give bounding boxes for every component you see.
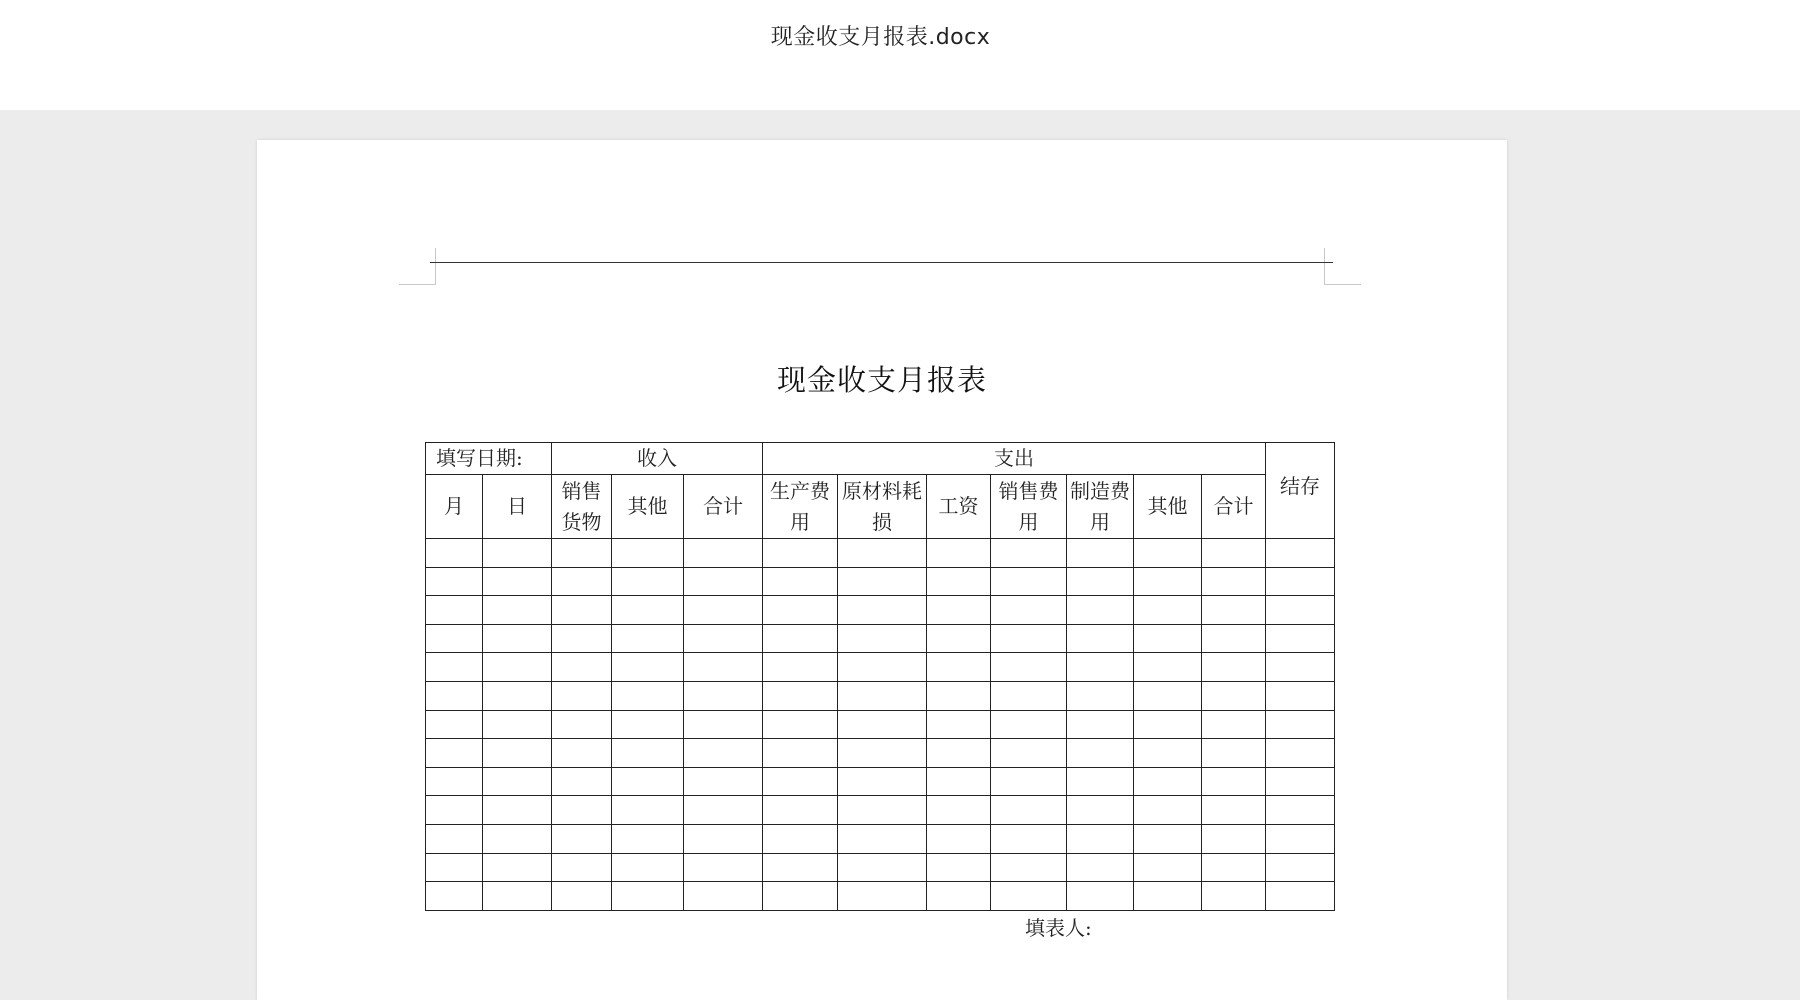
table-cell[interactable] [1202, 681, 1266, 710]
table-cell[interactable] [838, 824, 927, 853]
table-cell[interactable] [1266, 882, 1335, 911]
table-cell[interactable] [684, 653, 763, 682]
table-cell[interactable] [1134, 824, 1202, 853]
table-cell[interactable] [552, 767, 612, 796]
table-cell[interactable] [927, 624, 991, 653]
table-cell[interactable] [1266, 567, 1335, 596]
table-cell[interactable] [763, 853, 838, 882]
table-cell[interactable] [1202, 567, 1266, 596]
table-cell[interactable] [838, 681, 927, 710]
table-cell[interactable] [838, 710, 927, 739]
table-cell[interactable] [684, 539, 763, 568]
table-cell[interactable] [552, 739, 612, 768]
table-row [426, 882, 1335, 911]
table-row [426, 653, 1335, 682]
table-cell[interactable] [1134, 739, 1202, 768]
table-cell[interactable] [426, 596, 483, 625]
table-cell[interactable] [1134, 767, 1202, 796]
sales-goods-header: 销售货物 [552, 475, 612, 539]
table-row [426, 824, 1335, 853]
table-cell[interactable] [552, 567, 612, 596]
table-cell[interactable] [763, 824, 838, 853]
table-cell[interactable] [426, 567, 483, 596]
table-cell[interactable] [552, 882, 612, 911]
table-cell[interactable] [684, 853, 763, 882]
table-cell[interactable] [1134, 596, 1202, 625]
table-cell[interactable] [612, 853, 684, 882]
table-cell[interactable] [552, 853, 612, 882]
table-cell[interactable] [838, 567, 927, 596]
table-cell[interactable] [483, 796, 552, 825]
table-cell[interactable] [552, 824, 612, 853]
table-cell[interactable] [612, 624, 684, 653]
table-cell[interactable] [763, 539, 838, 568]
table-cell[interactable] [1134, 710, 1202, 739]
table-row [426, 739, 1335, 768]
table-cell[interactable] [612, 653, 684, 682]
crop-mark-right [1324, 248, 1361, 285]
header-row-groups [426, 443, 1335, 475]
table-cell[interactable] [927, 853, 991, 882]
table-cell[interactable] [612, 596, 684, 625]
table-cell[interactable] [1067, 596, 1134, 625]
table-cell[interactable] [927, 882, 991, 911]
table-cell[interactable] [1067, 567, 1134, 596]
table-cell[interactable] [763, 767, 838, 796]
table-cell[interactable] [991, 624, 1067, 653]
table-cell[interactable] [684, 624, 763, 653]
table-cell[interactable] [1134, 681, 1202, 710]
table-cell[interactable] [1134, 539, 1202, 568]
cash-report-table [425, 442, 1335, 911]
table-cell[interactable] [552, 624, 612, 653]
table-cell[interactable] [1266, 796, 1335, 825]
table-cell[interactable] [1067, 824, 1134, 853]
table-cell[interactable] [1266, 539, 1335, 568]
table-cell[interactable] [1266, 624, 1335, 653]
table-cell[interactable] [1202, 796, 1266, 825]
table-cell[interactable] [1202, 653, 1266, 682]
table-cell[interactable] [838, 853, 927, 882]
table-cell[interactable] [483, 653, 552, 682]
table-cell[interactable] [1067, 681, 1134, 710]
filler-label: 填表人: [1025, 916, 1092, 940]
material-loss-header: 原材料耗损 [838, 475, 927, 539]
table-cell[interactable] [763, 567, 838, 596]
day-header: 日 [483, 475, 552, 539]
table-cell[interactable] [483, 596, 552, 625]
table-cell[interactable] [1266, 710, 1335, 739]
expense-other-header: 其他 [1134, 475, 1202, 539]
table-cell[interactable] [1067, 853, 1134, 882]
month-header: 月 [426, 475, 483, 539]
table-cell[interactable] [612, 567, 684, 596]
table-cell[interactable] [552, 681, 612, 710]
table-cell[interactable] [927, 596, 991, 625]
table-cell[interactable] [426, 853, 483, 882]
table-cell[interactable] [1134, 882, 1202, 911]
table-cell[interactable] [763, 681, 838, 710]
table-row [426, 853, 1335, 882]
table-cell[interactable] [838, 796, 927, 825]
table-cell[interactable] [763, 796, 838, 825]
table-cell[interactable] [426, 539, 483, 568]
header-rule [430, 262, 1333, 263]
table-cell[interactable] [991, 767, 1067, 796]
table-cell[interactable] [684, 767, 763, 796]
table-cell[interactable] [426, 796, 483, 825]
table-cell[interactable] [612, 767, 684, 796]
table-cell[interactable] [612, 710, 684, 739]
table-cell[interactable] [426, 767, 483, 796]
table-cell[interactable] [483, 710, 552, 739]
table-cell[interactable] [838, 624, 927, 653]
table-cell[interactable] [991, 596, 1067, 625]
table-cell[interactable] [552, 796, 612, 825]
table-cell[interactable] [838, 539, 927, 568]
document-title-bar [0, 0, 1800, 110]
table-cell[interactable] [927, 653, 991, 682]
table-row [426, 796, 1335, 825]
table-cell[interactable] [838, 739, 927, 768]
table-row [426, 539, 1335, 568]
table-cell[interactable] [426, 653, 483, 682]
manufacturing-cost-header: 制造费用 [1067, 475, 1134, 539]
table-cell[interactable] [991, 824, 1067, 853]
table-cell[interactable] [927, 824, 991, 853]
header-row-columns [426, 475, 1335, 539]
table-cell[interactable] [1067, 653, 1134, 682]
table-cell[interactable] [612, 824, 684, 853]
table-cell[interactable] [991, 681, 1067, 710]
table-cell[interactable] [1067, 710, 1134, 739]
table-cell[interactable] [552, 710, 612, 739]
table-cell[interactable] [991, 739, 1067, 768]
table-cell[interactable] [838, 653, 927, 682]
table-cell[interactable] [426, 739, 483, 768]
table-cell[interactable] [612, 882, 684, 911]
table-cell[interactable] [426, 710, 483, 739]
table-cell[interactable] [684, 824, 763, 853]
table-cell[interactable] [1067, 882, 1134, 911]
table-cell[interactable] [483, 681, 552, 710]
table-row [426, 710, 1335, 739]
report-title: 现金收支月报表 [776, 363, 987, 397]
table-cell[interactable] [763, 710, 838, 739]
table-cell[interactable] [1266, 767, 1335, 796]
table-cell[interactable] [1067, 739, 1134, 768]
table-cell[interactable] [612, 681, 684, 710]
table-cell[interactable] [1266, 596, 1335, 625]
table-cell[interactable] [1266, 739, 1335, 768]
table-cell[interactable] [426, 624, 483, 653]
table-cell[interactable] [927, 681, 991, 710]
table-cell[interactable] [552, 653, 612, 682]
table-cell[interactable] [763, 624, 838, 653]
wages-header: 工资 [927, 475, 991, 539]
document-page [257, 140, 1507, 1000]
table-cell[interactable] [763, 596, 838, 625]
table-cell[interactable] [684, 596, 763, 625]
table-cell[interactable] [1202, 767, 1266, 796]
table-cell[interactable] [1202, 539, 1266, 568]
table-cell[interactable] [1266, 653, 1335, 682]
table-cell[interactable] [552, 539, 612, 568]
table-cell[interactable] [1202, 853, 1266, 882]
crop-mark-left [399, 248, 436, 285]
expense-header: 支出 [763, 443, 1266, 475]
income-total-header: 合计 [684, 475, 763, 539]
table-cell[interactable] [927, 767, 991, 796]
table-cell[interactable] [763, 739, 838, 768]
table-cell[interactable] [483, 882, 552, 911]
income-header: 收入 [552, 443, 763, 475]
sales-cost-header: 销售费用 [991, 475, 1067, 539]
table-cell[interactable] [1134, 853, 1202, 882]
table-cell[interactable] [483, 539, 552, 568]
balance-header: 结存 [1266, 443, 1335, 539]
table-cell[interactable] [684, 567, 763, 596]
table-cell[interactable] [684, 681, 763, 710]
table-row [426, 596, 1335, 625]
table-cell[interactable] [927, 710, 991, 739]
table-cell[interactable] [684, 882, 763, 911]
table-cell[interactable] [1134, 567, 1202, 596]
table-cell[interactable] [552, 596, 612, 625]
table-cell[interactable] [684, 710, 763, 739]
date-label-cell: 填写日期: [426, 443, 552, 475]
table-cell[interactable] [483, 567, 552, 596]
table-cell[interactable] [684, 796, 763, 825]
production-cost-header: 生产费用 [763, 475, 838, 539]
table-row [426, 624, 1335, 653]
table-cell[interactable] [1134, 796, 1202, 825]
table-cell[interactable] [483, 767, 552, 796]
table-cell[interactable] [1266, 824, 1335, 853]
table-cell[interactable] [1202, 624, 1266, 653]
table-cell[interactable] [927, 567, 991, 596]
table-cell[interactable] [991, 710, 1067, 739]
table-cell[interactable] [927, 539, 991, 568]
table-row [426, 767, 1335, 796]
table-cell[interactable] [1134, 653, 1202, 682]
table-cell[interactable] [838, 882, 927, 911]
table-row [426, 681, 1335, 710]
table-cell[interactable] [426, 681, 483, 710]
table-cell[interactable] [838, 596, 927, 625]
table-cell[interactable] [763, 653, 838, 682]
table-cell[interactable] [1202, 739, 1266, 768]
table-cell[interactable] [483, 624, 552, 653]
table-cell[interactable] [483, 853, 552, 882]
table-cell[interactable] [483, 824, 552, 853]
table-cell[interactable] [1202, 596, 1266, 625]
table-cell[interactable] [991, 567, 1067, 596]
document-filename: 现金收支月报表.docx [770, 25, 991, 50]
table-cell[interactable] [763, 882, 838, 911]
table-cell[interactable] [483, 739, 552, 768]
table-cell[interactable] [612, 539, 684, 568]
table-cell[interactable] [1202, 824, 1266, 853]
table-cell[interactable] [991, 539, 1067, 568]
table-cell[interactable] [426, 824, 483, 853]
table-cell[interactable] [426, 882, 483, 911]
table-cell[interactable] [1067, 539, 1134, 568]
table-cell[interactable] [612, 739, 684, 768]
table-cell[interactable] [1202, 882, 1266, 911]
table-cell[interactable] [927, 739, 991, 768]
table-cell[interactable] [1202, 710, 1266, 739]
table-cell[interactable] [991, 796, 1067, 825]
table-cell[interactable] [1067, 624, 1134, 653]
income-other-header: 其他 [612, 475, 684, 539]
table-cell[interactable] [684, 739, 763, 768]
table-cell[interactable] [838, 767, 927, 796]
table-cell[interactable] [927, 796, 991, 825]
table-cell[interactable] [1134, 624, 1202, 653]
table-cell[interactable] [1067, 767, 1134, 796]
table-cell[interactable] [1266, 853, 1335, 882]
table-cell[interactable] [1067, 796, 1134, 825]
table-cell[interactable] [991, 882, 1067, 911]
table-cell[interactable] [1266, 681, 1335, 710]
table-cell[interactable] [991, 853, 1067, 882]
table-row [426, 567, 1335, 596]
expense-total-header: 合计 [1202, 475, 1266, 539]
table-cell[interactable] [612, 796, 684, 825]
table-cell[interactable] [991, 653, 1067, 682]
